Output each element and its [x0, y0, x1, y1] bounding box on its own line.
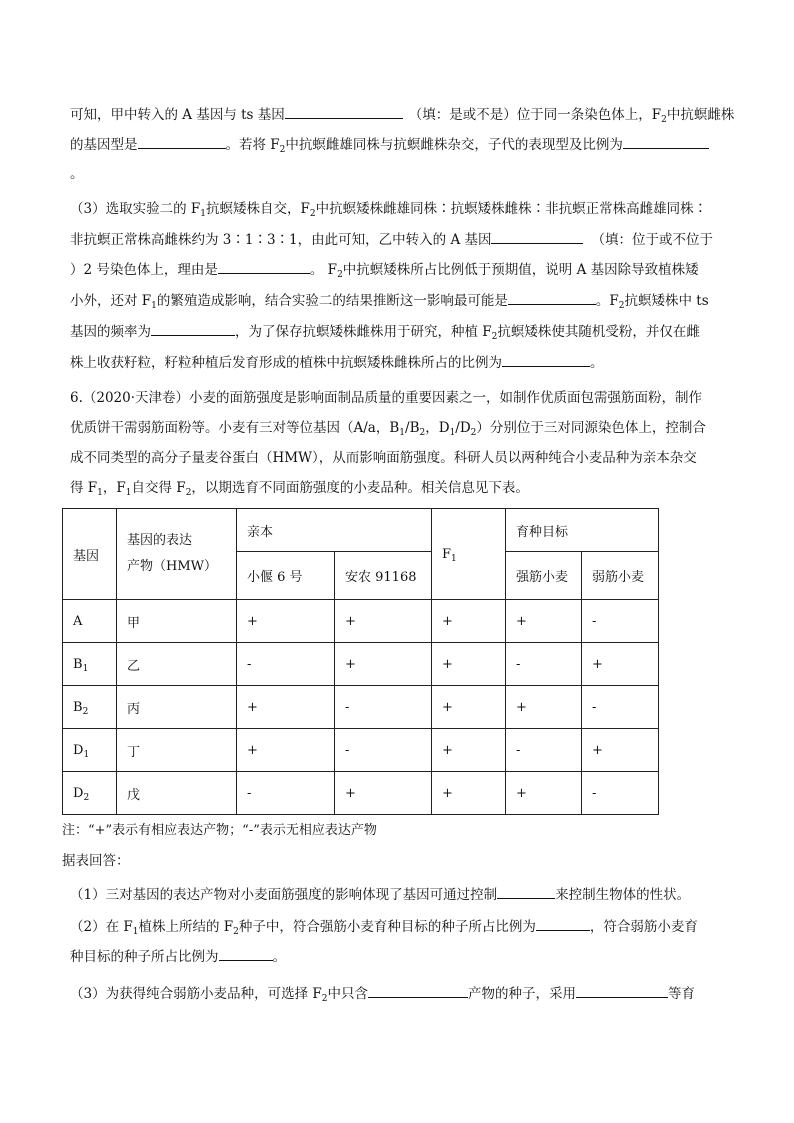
- sub-question-3: （3）为获得纯合弱筋小麦品种，可选择 $F_2$中只含 产物的种子，采用 等育: [70, 983, 695, 1004]
- text-line: 株上收获籽粒，籽粒种植后发育形成的植株中抗螟矮株雌株所占的比例为 。: [70, 352, 604, 373]
- table-row: $B_1$ 乙 - + + - +: [63, 643, 659, 686]
- gene-table: [62, 508, 659, 815]
- table-row: $B_2$ 丙 + - + + -: [63, 686, 659, 729]
- text-line: ）2 号染色体上，理由是 。 $F_2$中抗螟矮株所占比例低于预期值，说明 A 基因除导致植株矮: [70, 259, 699, 280]
- answer-blank[interactable]: [138, 134, 226, 149]
- question-6-line: 优质饼干需弱筋面粉等。小麦有三对等位基因（A/a，$B_1/B_2$，$D_1/D_2$）分别位于三对同源染色体上，控制合: [70, 420, 706, 438]
- text-line: 的基因型是 。若将 $F_2$中抗螟雌雄同株与抗螟雌株杂交，子代的表现型及比例为: [70, 134, 709, 155]
- answer-blank[interactable]: [508, 290, 596, 305]
- answer-blank[interactable]: [623, 134, 709, 149]
- table-row: $D_2$ 戊 - + + + -: [63, 772, 659, 815]
- answer-blank[interactable]: [218, 259, 310, 274]
- sub-question-2: 种目标的种子所占比例为 。: [70, 946, 286, 967]
- text-line: （3）选取实验二的 $F_1$抗螟矮株自交，$F_2$中抗螟矮株雌雄同株∶抗螟矮株雌株∶非抗螟正常株高雌雄同株∶: [70, 201, 708, 219]
- question-6-line: 成不同类型的高分子量麦谷蛋白（HMW），从而影响面筋强度。科研人员以两种纯合小麦品种为亲本杂交: [70, 450, 697, 466]
- answer-blank[interactable]: [368, 983, 468, 998]
- header-weak-wheat: 弱筋小麦: [582, 552, 659, 600]
- question-6-line: 6.（2020·天津卷）小麦的面筋强度是影响面制品质量的重要因素之一，如制作优质面包需强筋面粉，制作: [70, 390, 703, 406]
- answer-blank[interactable]: [151, 321, 235, 336]
- header-strong-wheat: 强筋小麦: [506, 552, 582, 600]
- answer-blank[interactable]: [536, 916, 590, 931]
- table-note: 注：“+”表示有相应表达产物；“-”表示无相应表达产物: [62, 823, 377, 838]
- answer-blank[interactable]: [285, 104, 403, 119]
- header-parent: 亲本: [237, 509, 432, 552]
- answer-intro: 据表回答：: [62, 853, 130, 869]
- sub-question-2: （2）在 $F_1$植株上所结的 $F_2$种子中，符合强筋小麦育种目标的种子所占比例为 ，符合弱筋小麦育: [70, 916, 698, 937]
- sub-question-1: （1）三对基因的表达产物对小麦面筋强度的影响体现了基因可通过控制 来控制生物体的性状。: [70, 884, 690, 905]
- text-line: 小外，还对 $F_1$的繁殖造成影响，结合实验二的结果推断这一影响最可能是 。$F_2$抗螟矮株中 ts: [70, 290, 709, 311]
- question-6-line: 得 $F_1$，$F_1$自交得 $F_2$，以期选育不同面筋强度的小麦品种。相关信息见下表。: [70, 480, 529, 498]
- table-row: A 甲 + + + + -: [63, 600, 659, 643]
- header-f1: $F_1$: [432, 509, 506, 600]
- text-line: 。: [70, 166, 84, 182]
- text-line: 可知，甲中转入的 A 基因与 ts 基因 （填：是或不是）位于同一条染色体上，$F_2$中抗螟雌株: [70, 104, 734, 125]
- header-breeding-target: 育种目标: [506, 509, 659, 552]
- answer-blank[interactable]: [576, 983, 668, 998]
- header-gene: 基因: [63, 509, 117, 600]
- text-line: 基因的频率为 ，为了保存抗螟矮株雌株用于研究，种植 $F_2$抗螟矮株使其随机受粉，并仅在雌: [70, 321, 700, 342]
- answer-blank[interactable]: [502, 352, 590, 367]
- answer-blank[interactable]: [491, 229, 583, 244]
- answer-blank[interactable]: [497, 884, 555, 899]
- answer-blank[interactable]: [219, 946, 273, 961]
- table-row: $D_1$ 丁 + - + - +: [63, 729, 659, 772]
- header-parent-2: 安农 91168: [335, 552, 432, 600]
- header-parent-1: 小偃 6 号: [237, 552, 335, 600]
- text-line: 非抗螟正常株高雌株约为 3∶1∶3∶1，由此可知，乙中转入的 A 基因 （填：位于或不位于: [70, 229, 713, 250]
- header-expression-product: 基因的表达 产物（HMW）: [117, 509, 237, 600]
